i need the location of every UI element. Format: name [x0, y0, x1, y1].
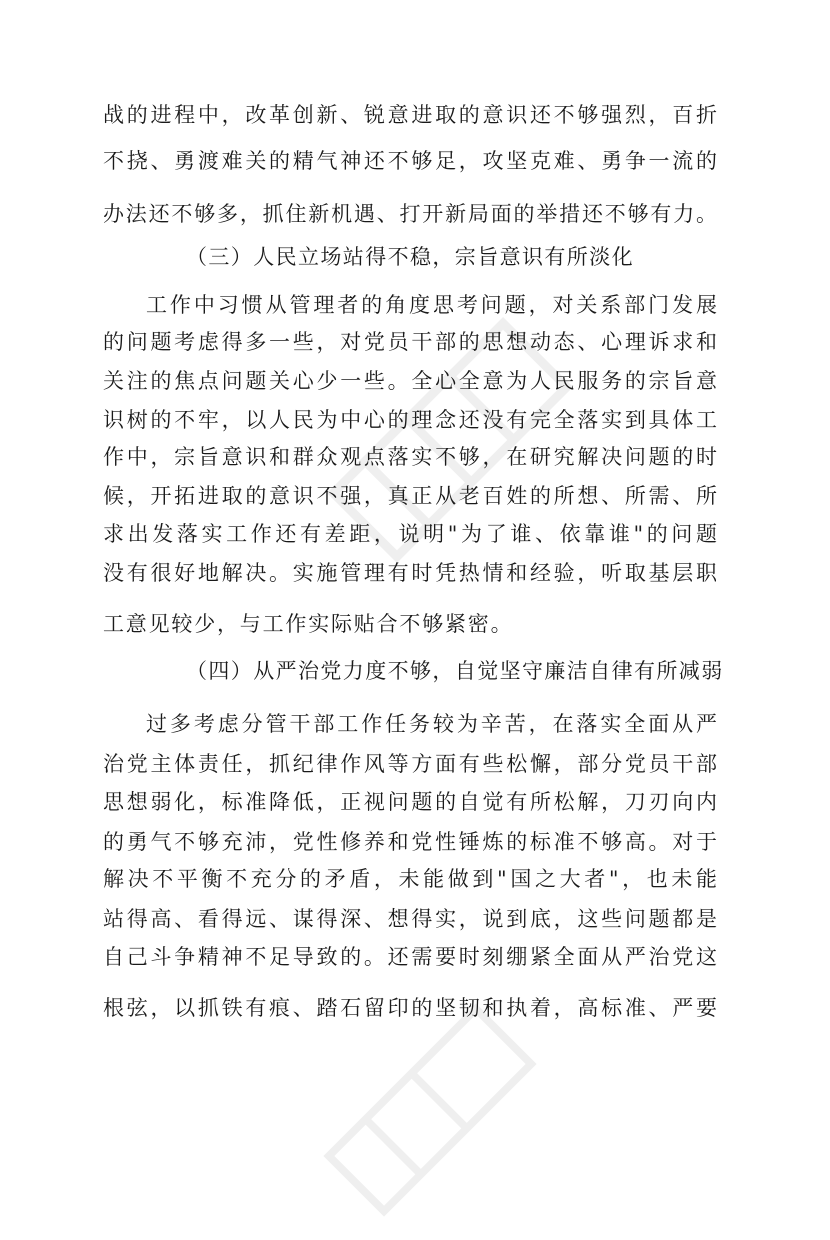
section-heading-3: （三）人民立场站得不稳，宗旨意识有所淡化 — [186, 245, 634, 269]
body-text-line: 工意见较少，与工作实际贴合不够紧密。 — [103, 612, 514, 636]
body-text-line: 自己斗争精神不足导致的。还需要时刻绷紧全面从严治党这 — [103, 945, 717, 969]
body-text-line: 战的进程中，改革创新、锐意进取的意识还不够强烈，百折 — [103, 103, 717, 127]
body-text-line: 工作中习惯从管理者的角度思考问题，对关系部门发展 — [146, 293, 717, 317]
body-text-line: 办法还不够多，抓住新机遇、打开新局面的举措还不够有力。 — [103, 202, 717, 226]
body-text-line: 站得高、看得远、谋得深、想得实，说到底，这些问题都是 — [103, 907, 717, 931]
body-text-line: 思想弱化，标准降低，正视问题的自觉有所松解，刀刃向内 — [103, 790, 717, 814]
body-text-line: 的问题考虑得多一些，对党员干部的思想动态、心理诉求和 — [103, 330, 717, 354]
body-text-line: 治党主体责任，抓纪律作风等方面有些松懈，部分党员干部 — [103, 752, 717, 776]
body-text-line: 候，开拓进取的意识不强，真正从老百姓的所想、所需、所 — [103, 484, 717, 508]
body-text-line: 根弦，以抓铁有痕、踏石留印的坚韧和执着，高标准、严要 — [103, 996, 717, 1020]
body-text-line: 作中，宗旨意识和群众观点落实不够，在研究解决问题的时 — [103, 445, 717, 469]
body-text-line: 的勇气不够充沛，党性修养和党性锤炼的标准不够高。对于 — [103, 830, 717, 854]
body-text-line: 没有很好地解决。实施管理有时凭热情和经验，听取基层职 — [103, 561, 717, 585]
body-text-line: 不挠、勇渡难关的精气神还不够足，攻坚克难、勇争一流的 — [103, 149, 717, 173]
body-text-line: 识树的不牢，以人民为中心的理念还没有完全落实到具体工 — [103, 408, 717, 432]
section-heading-4: （四）从严治党力度不够，自觉坚守廉洁自律有所减弱 — [186, 659, 724, 683]
body-text-line: 求出发落实工作还有差距，说明"为了谁、依靠谁"的问题 — [103, 522, 717, 546]
body-text-line: 解决不平衡不充分的矛盾，未能做到"国之大者"，也未能 — [103, 867, 717, 891]
body-text-line: 过多考虑分管干部工作任务较为辛苦，在落实全面从严 — [146, 712, 717, 736]
body-text-line: 关注的焦点问题关心少一些。全心全意为人民服务的宗旨意 — [103, 369, 717, 393]
